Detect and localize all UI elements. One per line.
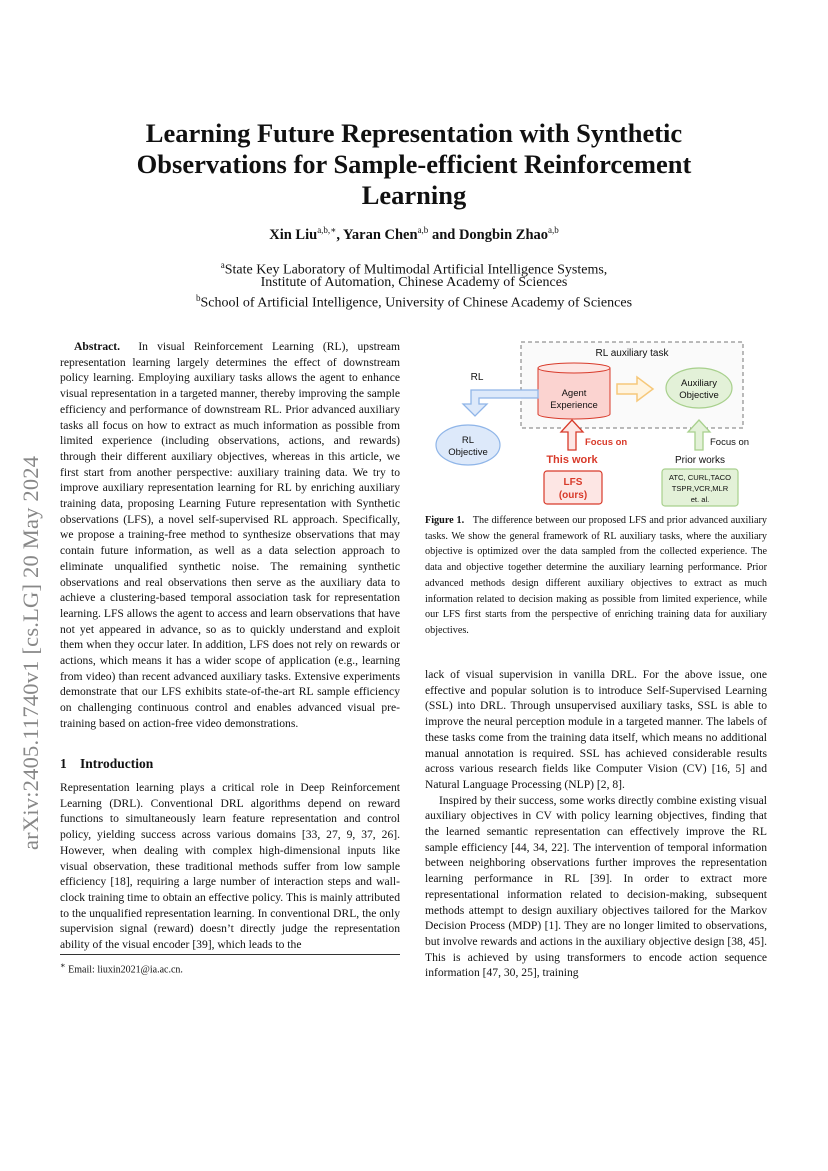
title-line: Learning (361, 180, 467, 210)
author-sup: a,b (417, 225, 429, 235)
lfs-ours-label: (ours) (558, 490, 588, 501)
affiliation-text: Institute of Automation, Chinese Academy of Sciences (260, 275, 568, 290)
footnote-text: Email: liuxin2021@ia.ac.cn. (68, 964, 183, 976)
rl-label: RL (470, 372, 484, 383)
prior-works-line2: TSPR,VCR,MLR (671, 484, 729, 493)
author-sup: a,b (548, 225, 559, 235)
author-sup: a,b,∗ (317, 225, 337, 235)
intro-paragraph-right (425, 667, 767, 981)
affiliation-line (60, 289, 768, 313)
rl-objective-line1: RL (461, 435, 475, 446)
title-line: Learning Future Representation with Synthetic (145, 118, 683, 148)
author-separator: , (336, 226, 344, 243)
footnote (60, 960, 183, 975)
intro-paragraph-left (60, 780, 400, 953)
author-name: Yaran Chen (343, 226, 418, 243)
agent-experience-cylinder (538, 363, 610, 419)
section-number: 1 (60, 756, 67, 771)
paragraph-text: Inspired by their success, some works directly combine existing visual auxiliary objectives in CV with policy learning objectives, finding that the learned semantic representation can effectively improve the RL sample efficiency [44, 34, 22]. The intervention of temporal information between neighboring observations further improves the representation learning performance in RL [39]. In order to extract more representational information related to decision-making, subsequent methods attempt to design auxiliary objectives tailored for the Markov Decision Process (MDP) [1]. They are no longer limited to observations, but involve rewards and actions in the auxiliary objective design [38, 45]. This is achieved by using transformers to encode action sequence information [47, 30, 25], training (425, 793, 767, 980)
author-separator: and (428, 226, 459, 243)
author-name: Dongbin Zhao (458, 226, 549, 243)
agent-label: Agent (561, 388, 587, 399)
rl-objective-line2: Objective (448, 447, 488, 458)
focus-on-left: Focus on (585, 437, 628, 448)
lfs-label: LFS (563, 477, 583, 488)
author-name: Xin Liu (269, 226, 318, 243)
prior-works-line1: ATC, CURL,TACO (668, 473, 732, 482)
prior-works-line3: et. al. (690, 495, 710, 504)
paragraph-text: Representation learning plays a critical role in Deep Reinforcement Learning (DRL). Conventional DRL algorithms depend on reward functions to simultaneously learn feature representation and control policy, yielding success across various domains [33, 27, 9, 37, 26]. However, when dealing with complex high-dimensional inputs like visual observation, these traditional methods suffer from low sample efficiency [18], requiring a large number of interaction steps and wall-clock training time to obtain an effective policy. This is mainly attributed to the unqualified representation learning. In conventional DRL, the only supervision signal (reward) doesn’t directly judge the representation ability of the visual encoder [39], which leads to the (60, 781, 400, 952)
aux-objective-line2: Objective (679, 390, 719, 401)
focus-on-right: Focus on (710, 437, 750, 448)
experience-label: Experience (550, 400, 598, 411)
paragraph-text: lack of visual supervision in vanilla DRL. For the above issue, one effective and popular solution is to introduce Self-Supervised Learning (SSL) into DRL. Through unsupervised auxiliary tasks, SSL is able to improve the neural perception module in a targeted manner. The labels of these tasks come from the training data itself, which means no additional manual annotation is required. SSL has achieved considerable results across various research fields like Computer Vision (CV) [16, 5] and Natural Language Processing (NLP) [2, 8]. (425, 668, 767, 791)
author-list (60, 225, 768, 244)
affiliation-text: School of Artificial Intelligence, University of Chinese Academy of Sciences (200, 295, 633, 311)
affiliation-sup: a (220, 260, 225, 270)
footnote-rule (60, 954, 400, 955)
abstract-label: Abstract. (74, 340, 121, 353)
title-line: Observations for Sample-efficient Reinforcement (136, 149, 692, 179)
aux-objective-line1: Auxiliary (681, 378, 717, 389)
figure-caption (425, 513, 767, 639)
section-title: Introduction (80, 756, 154, 771)
figure-1-diagram (425, 338, 767, 508)
caption-text: The difference between our proposed LFS and prior advanced auxiliary tasks. We show the general framework of RL auxiliary tasks, where the auxiliary objective is optimized over the data sampled from the collected experience. The data and objective together determine the auxiliary learning performance. Prior advanced methods design different auxiliary objectives to extract as much information related to decision making as possible from limited experience, while our LFS first starts from the perspective of enriching training data for auxiliary objectives. (425, 515, 767, 636)
arxiv-side-stamp: arXiv:2405.11740v1 [cs.LG] 20 May 2024 (18, 455, 43, 850)
caption-label: Figure 1. (425, 515, 465, 526)
section-heading-introduction (60, 756, 153, 772)
prior-works-label: Prior works (674, 455, 726, 466)
affiliation-sup: b (195, 293, 201, 303)
abstract-block (60, 339, 400, 732)
this-work-label: This work (546, 454, 598, 466)
footnote-mark: ∗ (60, 961, 66, 970)
aux-task-label: RL auxiliary task (595, 348, 669, 359)
paper-title (60, 118, 768, 211)
abstract-text: In visual Reinforcement Learning (RL), upstream representation learning largely determines the effect of downstream policy learning. Employing auxiliary tasks allows the agent to enhance visual representation in a targeted manner, thereby improving the sample efficiency and performance of downstream RL. Prior advanced auxiliary tasks all focus on how to extract as much information as possible from limited experience (including observations, actions, and rewards) through their different auxiliary objectives, whereas in this article, we first start from another perspective: auxiliary training data. We try to improve auxiliary representation learning for RL by enriching auxiliary training data, proposing Learning Future representation with Synthetic observations (LFS), a novel self-supervised RL approach. Specifically, we propose a training-free method to synthesize observations that may contain future information, as well as a data selection approach to eliminate unqualified synthetic noise. The remaining synthetic observations and real observations then serve as the auxiliary data to achieve a clustering-based temporal association task for representation learning. LFS allows the agent to access and learn observations that have not yet appeared in advance, so as to quickly understand and exploit them when they occur later. In addition, LFS does not rely on rewards or actions, which means it has a wider scope of application (e.g., learning from video) than recent advanced auxiliary tasks. Extensive experiments demonstrate that our LFS exhibits state-of-the-art RL sample efficiency on challenging continuous control and enables advanced visual pre-training based on action-free video demonstrations. (60, 340, 400, 730)
affiliation-text: State Key Laboratory of Multimodal Artificial Intelligence Systems, (224, 262, 608, 278)
